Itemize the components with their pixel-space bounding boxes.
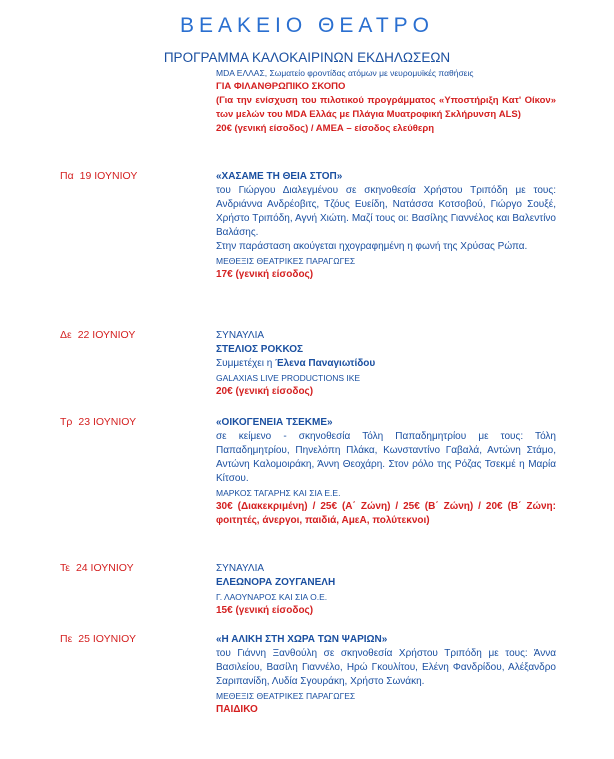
intro-purpose: ΓΙΑ ΦΙΛΑΝΘΡΩΠΙΚΟ ΣΚΟΠΟ [216,81,346,92]
event-description: του Γιώργου Διαλεγμένου σε σκηνοθεσία Χρήστου Τριπόδη με τους: Ανδριάννα Ανδρέοβιτς, Τζόυς Ευείδη, Νατάσσα Κοτσοβού, Γιώργο Σουξέ, Χρήστο Τριπόδη, Αγνή Χιώτη. Μαζί τους οι: Βασίλης Γιαννέλος και Βαλεντίνο Βαλάσης. [216,185,556,238]
event-price: 15€ (γενική είσοδος) [216,605,314,616]
event-date-text: 25 ΙΟΥΝΙΟΥ [78,633,136,645]
event-producer: Γ. ΛΑΟΥΝΑΡΟΣ ΚΑΙ ΣΙΑ Ο.Ε. [216,592,328,602]
intro-organizer: MDA ΕΛΛΑΣ, Σωματείο φροντίδας ατόμων με νευρομυϊκές παθήσεις [216,68,474,78]
event-producer: ΜΕΘΕΞΙΣ ΘΕΑΤΡΙΚΕΣ ΠΑΡΑΓΩΓΕΣ [216,256,356,266]
event-guest-line [216,357,556,371]
event-category: ΣΥΝΑΥΛΙΑ [216,563,265,574]
intro-description: (Για την ενίσχυση του πιλοτικού προγράμματος «Υποστήριξη Κατ' Οίκον» των μελών του MDA Ελλάς με Πλάγια Μυατροφική Σκλήρυνση ALS) [216,95,556,120]
event-guest: Έλενα Παναγιωτίδου [275,358,376,369]
event-date [60,562,134,574]
event-day: Τε [60,562,70,574]
event-day: Πα [60,170,74,182]
event-title: «Η ΑΛΙΚΗ ΣΤΗ ΧΩΡΑ ΤΩΝ ΨΑΡΙΩΝ» [216,634,388,645]
event-producer: ΜΕΘΕΞΙΣ ΘΕΑΤΡΙΚΕΣ ΠΑΡΑΓΩΓΕΣ [216,691,356,701]
event-price: 20€ (γενική είσοδος) [216,386,314,397]
event-title: «ΧΑΣΑΜΕ ΤΗ ΘΕΙΑ ΣΤΟΠ» [216,171,343,182]
event-date-text: 23 ΙΟΥΝΙΟΥ [78,416,137,428]
event-body [216,329,556,399]
event-description: σε κείμενο - σκηνοθεσία Τόλη Παπαδημητρίου με τους: Τόλη Παπαδημητρίου, Πηνελόπη Πλάκα, Κωνσταντίνο Γαβαλά, Αντώνη Στάμο, Αντώνη Καλομοιράκη, Άννη Θεοχάρη. Στον ρόλο της Ρόζας Τσεκμέ η Μαρία Κίτσου. [216,431,556,484]
event-producer: ΜΑΡΚΟΣ ΤΑΓΑΡΗΣ ΚΑΙ ΣΙΑ Ε.Ε. [216,488,341,498]
event-body [216,170,556,282]
event-guest-prefix: Συμμετέχει η [216,358,276,369]
event-description: του Γιάννη Ξανθούλη σε σκηνοθεσία Χρήστου Τριπόδη με τους: Άννα Βασιλείου, Βασίλη Γιαννέλο, Ηρώ Γκουλίτου, Ελένη Φανδρίδου, Αλέξανδρο Σαριπανίδη, Λυδία Σγουράκη, Χρήστο Σωνάκη. [216,648,556,687]
event-producer: GALAXIAS LIVE PRODUCTIONS IKE [216,373,361,383]
event-price: 17€ (γενική είσοδος) [216,269,314,280]
event-title: ΕΛΕΩΝΟΡΑ ΖΟΥΓΑΝΕΛΗ [216,577,336,588]
event-date [60,329,135,341]
event-title: «ΟΙΚΟΓΕΝΕΙΑ ΤΣΕΚΜΕ» [216,417,333,428]
event-price: ΠΑΙΔΙΚΟ [216,704,258,715]
event-date-text: 22 ΙΟΥΝΙΟΥ [77,329,136,341]
event-description-2: Στην παράσταση ακούγεται ηχογραφημένη η φωνή της Χρύσας Ρώπα. [216,241,528,252]
event-date [60,170,137,182]
event-body [216,416,556,528]
intro-price: 20€ (γενική είσοδος) / ΑΜΕΑ – είσοδος ελεύθερη [216,123,435,134]
program-subtitle: ΠΡΟΓΡΑΜΜΑ ΚΑΛΟΚΑΙΡΙΝΩΝ ΕΚΔΗΛΩΣΕΩΝ [163,50,451,65]
event-day: Τρ [60,416,73,428]
page-title: ΒΕΑΚΕΙΟ ΘΕΑΤΡΟ [180,14,434,37]
event-day: Πε [60,633,73,645]
event-body [216,562,556,618]
event-date-text: 19 ΙΟΥΝΙΟΥ [79,170,138,182]
event-body [216,633,556,717]
event-date [60,416,136,428]
event-price: 30€ (Διακεκριμένη) / 25€ (Α΄ Ζώνη) / 25€ (Β΄ Ζώνη) / 20€ (Β΄ Ζώνη: φοιτητές, άνεργοι, παιδιά, ΑμεΑ, πολύτεκνοι) [216,501,556,526]
event-category: ΣΥΝΑΥΛΙΑ [216,330,265,341]
event-title: ΣΤΕΛΙΟΣ ΡΟΚΚΟΣ [216,344,303,355]
event-date [60,633,136,645]
intro-block [216,66,556,136]
event-date-text: 24 ΙΟΥΝΙΟΥ [75,562,134,574]
event-day: Δε [60,329,72,341]
